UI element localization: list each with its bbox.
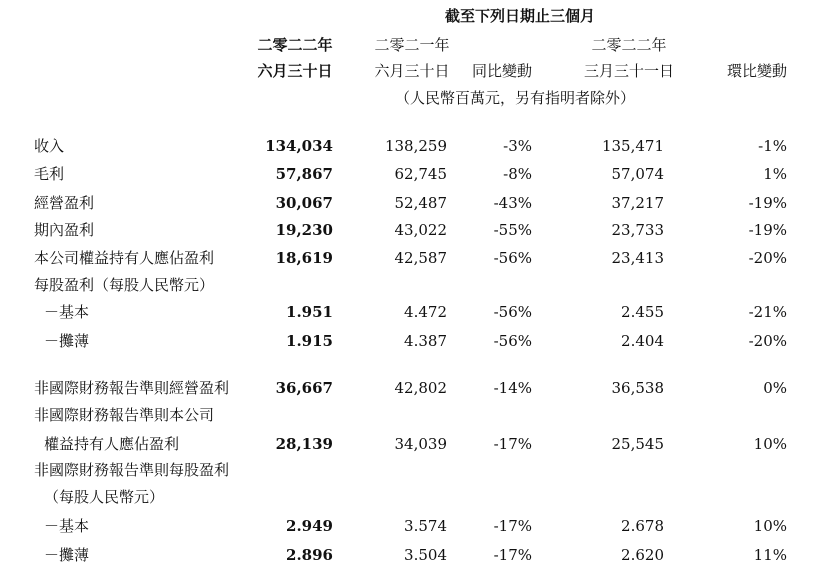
row-label: 非國際財務報告準則每股盈利 [34, 461, 230, 479]
table-cell: 2.455 [621, 303, 664, 321]
row-label: （每股人民幣元） [44, 488, 165, 506]
col-header-2021-jun-date: 六月三十日 [374, 62, 450, 80]
table-cell: 0% [763, 379, 787, 397]
col-header-qoq: 環比變動 [726, 62, 787, 80]
table-cell: 135,471 [601, 137, 664, 155]
row-label: 毛利 [34, 165, 65, 183]
table-cell: 1.951 [286, 303, 333, 321]
table-cell: 28,139 [275, 435, 333, 453]
table-cell: 1.915 [286, 332, 333, 350]
table-cell: 23,413 [611, 249, 664, 267]
table-cell: -20% [748, 332, 787, 350]
col-header-2022-mar-year: 二零二二年 [591, 36, 667, 54]
row-label: 每股盈利（每股人民幣元） [34, 276, 215, 294]
table-cell: 25,545 [611, 435, 664, 453]
table-cell: 57,867 [275, 165, 333, 183]
table-cell: 2.404 [621, 332, 664, 350]
table-cell: -43% [493, 194, 532, 212]
row-label: 經營盈利 [34, 194, 95, 212]
table-cell: 23,733 [611, 221, 664, 239]
table-cell: 62,745 [394, 165, 447, 183]
period-heading: 截至下列日期止三個月 [444, 7, 595, 25]
table-cell: 42,587 [394, 249, 447, 267]
table-cell: 2.620 [621, 546, 664, 564]
table-cell: 2.896 [286, 546, 333, 564]
table-cell: 52,487 [394, 194, 447, 212]
table-cell: -20% [748, 249, 787, 267]
col-header-2022-jun-year: 二零二二年 [257, 36, 333, 54]
row-label: －基本 [44, 303, 90, 321]
table-cell: -55% [493, 221, 532, 239]
table-cell: 18,619 [275, 249, 333, 267]
table-cell: -56% [493, 303, 532, 321]
table-cell: -17% [493, 517, 532, 535]
table-cell: -1% [758, 137, 787, 155]
table-cell: 138,259 [384, 137, 447, 155]
col-header-2022-mar-date: 三月三十一日 [583, 62, 674, 80]
table-cell: 10% [753, 517, 787, 535]
table-cell: 19,230 [275, 221, 333, 239]
unit-note: （人民幣百萬元，另有指明者除外） [394, 89, 635, 107]
table-cell: -14% [493, 379, 532, 397]
table-cell: -19% [748, 221, 787, 239]
row-label: 非國際財務報告準則經營盈利 [34, 379, 230, 397]
table-cell: 10% [753, 435, 787, 453]
table-cell: 2.678 [621, 517, 664, 535]
table-cell: -8% [503, 165, 532, 183]
row-label: 本公司權益持有人應佔盈利 [34, 249, 215, 267]
col-header-2022-jun-date: 六月三十日 [257, 62, 333, 80]
row-label: 收入 [34, 137, 65, 155]
col-header-yoy: 同比變動 [471, 62, 532, 80]
table-cell: 36,667 [275, 379, 333, 397]
table-cell: 3.574 [404, 517, 447, 535]
table-cell: -19% [748, 194, 787, 212]
table-cell: 2.949 [286, 517, 333, 535]
table-cell: 4.472 [404, 303, 447, 321]
table-cell: -56% [493, 332, 532, 350]
col-header-2021-jun-year: 二零二一年 [374, 36, 450, 54]
table-cell: 42,802 [394, 379, 447, 397]
table-cell: 11% [753, 546, 787, 564]
table-cell: 4.387 [404, 332, 447, 350]
table-cell: 3.504 [404, 546, 447, 564]
table-cell: 36,538 [611, 379, 664, 397]
table-cell: -56% [493, 249, 532, 267]
table-cell: 43,022 [394, 221, 447, 239]
table-cell: 57,074 [611, 165, 664, 183]
table-cell: -17% [493, 435, 532, 453]
table-cell: 30,067 [275, 194, 333, 212]
row-label: 非國際財務報告準則本公司 [34, 406, 215, 424]
table-cell: 34,039 [394, 435, 447, 453]
row-label: －基本 [44, 517, 90, 535]
table-cell: -17% [493, 546, 532, 564]
table-cell: 134,034 [265, 137, 333, 155]
row-label: －攤薄 [44, 546, 90, 564]
table-cell: 1% [763, 165, 787, 183]
table-cell: 37,217 [611, 194, 664, 212]
table-cell: -3% [503, 137, 532, 155]
table-cell: -21% [748, 303, 787, 321]
row-label: 期內盈利 [34, 221, 95, 239]
row-label: －攤薄 [44, 332, 90, 350]
row-label: 權益持有人應佔盈利 [44, 435, 180, 453]
